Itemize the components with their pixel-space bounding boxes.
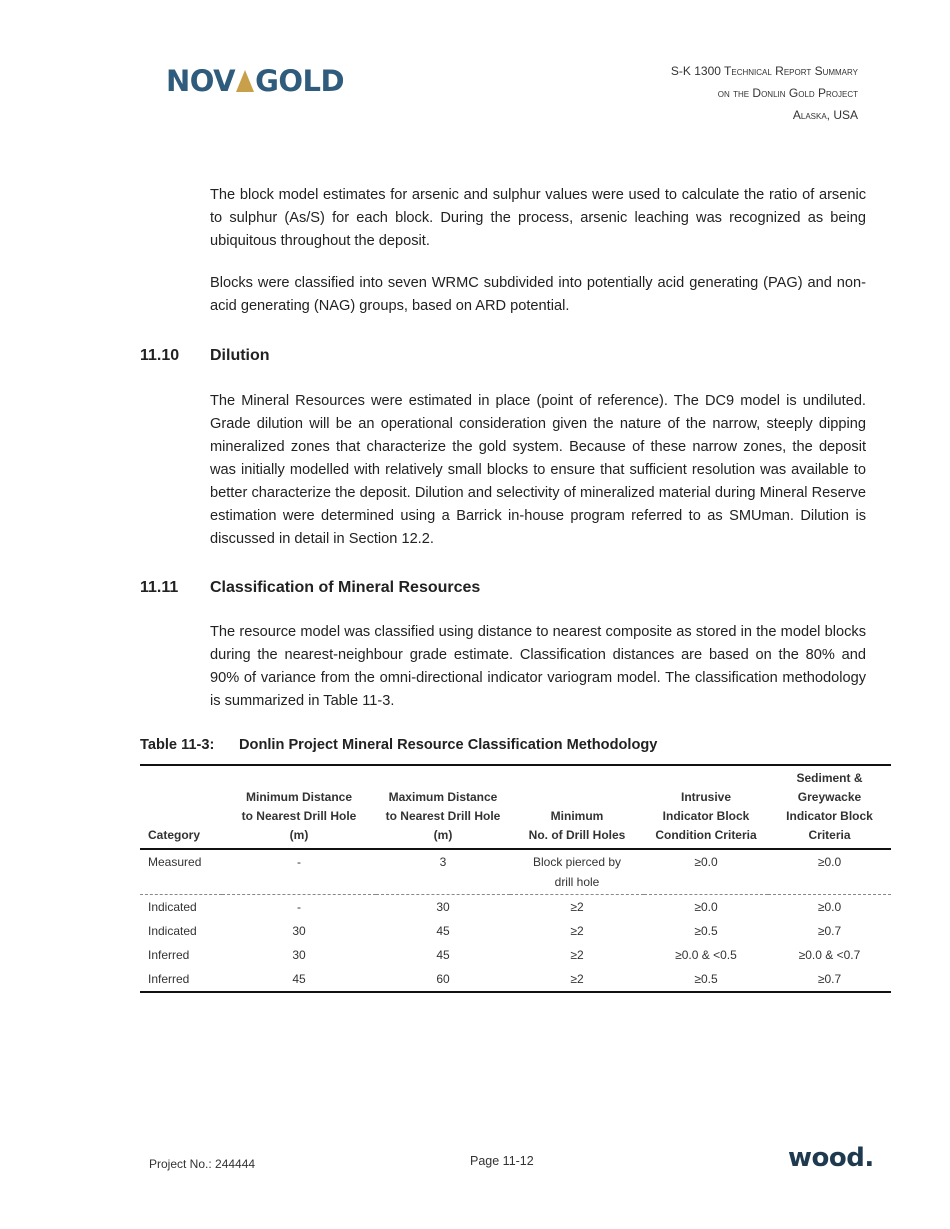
paragraph-3: The Mineral Resources were estimated in place (point of reference). The DC9 model is undiluted. Grade dilution will be an operational consideration given the nature of the narrow, steeply dipping mineralized zones that characterize the gold system. Because of these narrow zones, the deposit was initially modelled with relatively small blocks to ensure that sufficient resolution was available to better characterize the deposit. Dilution and selectivity of mineralized material during Mineral Reserve estimation were determined using a Barrick in-house program referred to as SMUman. Dilution is discussed in detail in Section 12.2. <box>210 393 866 547</box>
section-title: Classification of Mineral Resources <box>210 579 481 596</box>
section-number: 11.10 <box>140 347 180 364</box>
table-row: Inferred 45 60 ≥2 ≥0.5 ≥0.7 <box>140 967 891 992</box>
header-min-holes: Minimum No. of Drill Holes <box>528 809 626 842</box>
project-number: Project No.: 244444 <box>149 1157 256 1171</box>
table-header-row <box>140 765 891 849</box>
section-number: 11.11 <box>140 579 179 596</box>
paragraph-2: Blocks were classified into seven WRMC subdivided into potentially acid generating (PAG) and non-acid generating (NAG) groups, based on ARD potential. <box>210 275 866 314</box>
header-sediment: Sediment & Greywacke Indicator Block Criteria <box>786 771 873 842</box>
logo-text-a: NOV <box>166 64 236 98</box>
classification-table <box>140 764 891 993</box>
report-header <box>671 60 858 126</box>
header-min-distance: Minimum Distance to Nearest Drill Hole (m) <box>241 790 357 842</box>
wood-logo: wood. <box>788 1143 874 1173</box>
header-line-2: on the Donlin Gold Project <box>717 86 858 100</box>
table-row: Indicated - 30 ≥2 ≥0.0 ≥0.0 <box>148 900 842 914</box>
table-row: Measured - 3 Block pierced by drill hole ≥0.0 ≥0.0 <box>140 849 891 895</box>
header-category: Category <box>148 828 201 842</box>
header-line-3: Alaska, USA <box>792 108 858 122</box>
logo-text-b: GOLD <box>255 64 345 98</box>
paragraph-4: The resource model was classified using distance to nearest composite as stored in the model blocks during the nearest-neighbour grade estimate. Classification distances are based on the 80% and 90% of variance from the omni-directional indicator variogram model. The classification methodology is summarized in Table 11-3. <box>210 624 866 709</box>
novagold-logo <box>166 64 344 98</box>
table-caption-title: Donlin Project Mineral Resource Classification Methodology <box>239 737 658 753</box>
table-caption-label: Table 11-3: <box>140 737 215 753</box>
paragraph-1: The block model estimates for arsenic and sulphur values were used to calculate the ratio of arsenic to sulphur (As/S) for each block. During the process, arsenic leaching was recognized as being ubiquitous throughout the deposit. <box>210 187 866 249</box>
header-line-1: S-K 1300 Technical Report Summary <box>670 64 858 78</box>
logo-triangle-icon <box>236 70 254 92</box>
table-row: Indicated 30 45 ≥2 ≥0.5 ≥0.7 <box>148 924 842 938</box>
header-max-distance: Maximum Distance to Nearest Drill Hole (m) <box>385 790 501 842</box>
section-title: Dilution <box>210 347 270 364</box>
header-intrusive: Intrusive Indicator Block Condition Criteria <box>655 790 757 842</box>
table-row: Inferred 30 45 ≥2 ≥0.0 & <0.5 ≥0.0 & <0.7 <box>148 948 861 962</box>
table-caption <box>140 737 657 753</box>
page-number: Page 11-12 <box>470 1154 534 1168</box>
